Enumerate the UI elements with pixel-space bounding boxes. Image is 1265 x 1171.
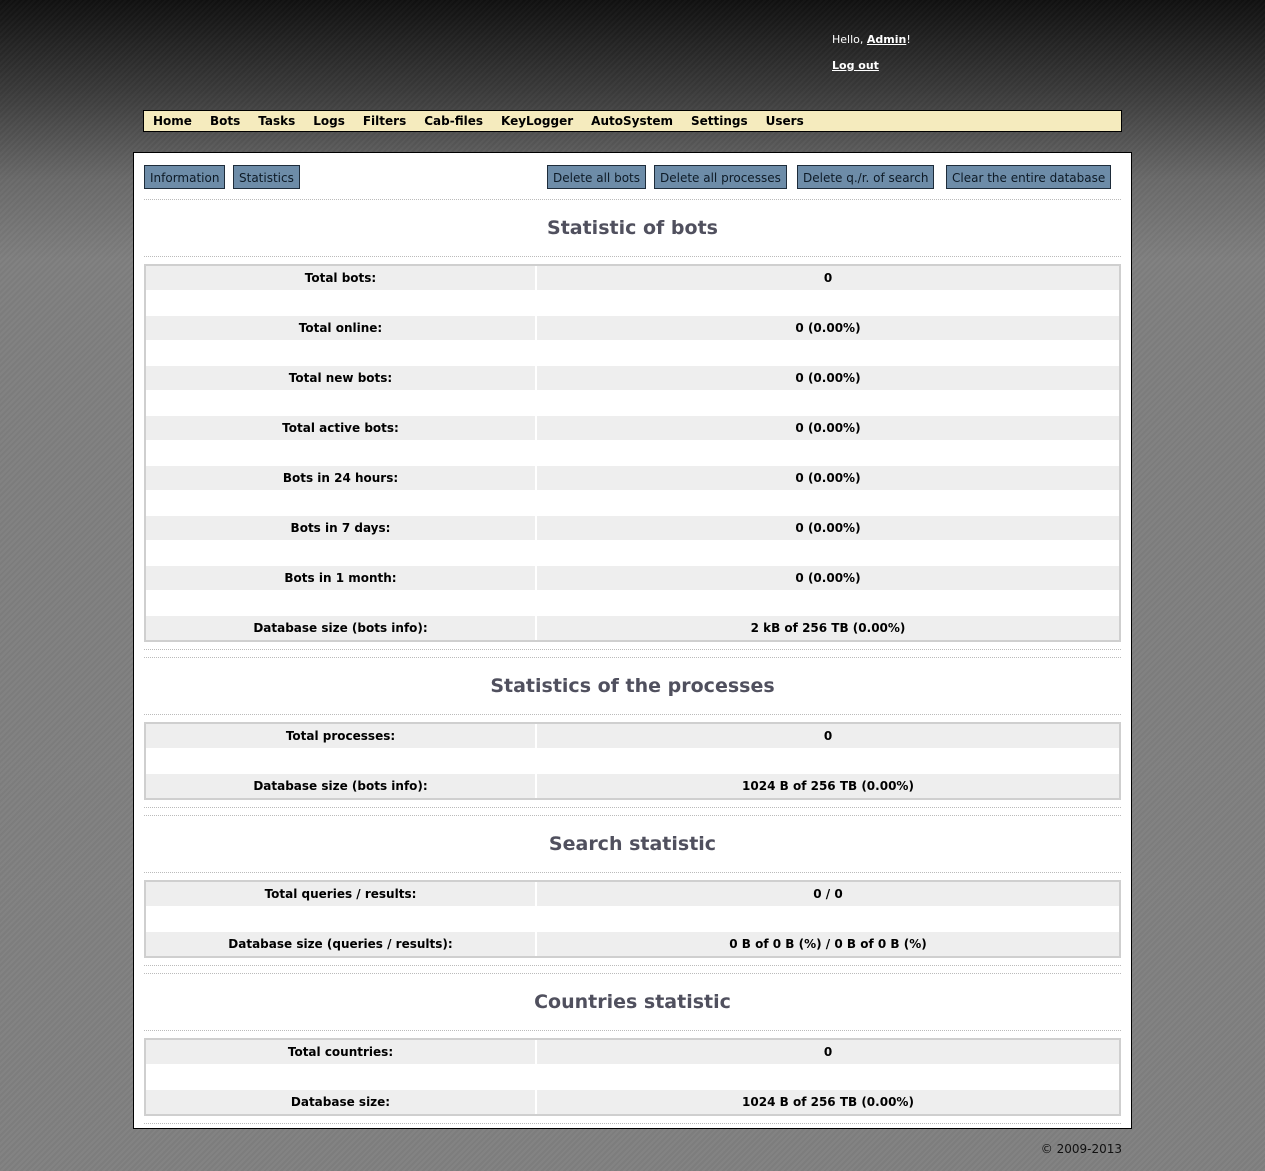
table-row bbox=[146, 566, 1119, 590]
table-row bbox=[146, 466, 1119, 490]
row-spacer bbox=[146, 540, 1119, 566]
table-row bbox=[146, 616, 1119, 640]
table-row bbox=[146, 882, 1119, 906]
row-label: Total queries / results: bbox=[146, 882, 537, 906]
row-label: Bots in 1 month: bbox=[146, 566, 537, 590]
section-title: Countries statistic bbox=[534, 991, 731, 1013]
stats-table bbox=[144, 722, 1121, 800]
clear-database-button[interactable]: Clear the entire database bbox=[946, 165, 1111, 189]
toolbar bbox=[144, 165, 1121, 191]
row-value: 0 bbox=[823, 729, 833, 743]
row-label: Database size (bots info): bbox=[146, 616, 537, 640]
delete-all-processes-button[interactable]: Delete all processes bbox=[654, 165, 787, 189]
row-spacer bbox=[146, 490, 1119, 516]
table-row bbox=[146, 1040, 1119, 1064]
table-row bbox=[146, 774, 1119, 798]
row-value: 0 (0.00%) bbox=[795, 371, 861, 385]
row-value: 1024 B of 256 TB (0.00%) bbox=[742, 1095, 914, 1109]
table-row bbox=[146, 932, 1119, 956]
main-panel bbox=[133, 152, 1132, 1129]
row-value: 0 (0.00%) bbox=[795, 571, 861, 585]
nav-logs[interactable]: Logs bbox=[313, 114, 345, 128]
table-row bbox=[146, 724, 1119, 748]
row-label: Bots in 7 days: bbox=[146, 516, 537, 540]
divider bbox=[144, 965, 1121, 966]
row-value: 0 / 0 bbox=[813, 887, 843, 901]
statistics-button[interactable]: Statistics bbox=[233, 165, 300, 189]
nav-cab-files[interactable]: Cab-files bbox=[424, 114, 483, 128]
table-row bbox=[146, 266, 1119, 290]
row-label: Database size (bots info): bbox=[146, 774, 537, 798]
nav-settings[interactable]: Settings bbox=[690, 114, 748, 128]
row-value: 0 B of 0 B (%) / 0 B of 0 B (%) bbox=[729, 937, 927, 951]
row-value: 0 (0.00%) bbox=[795, 321, 861, 335]
row-label: Bots in 24 hours: bbox=[146, 466, 537, 490]
row-value: 0 (0.00%) bbox=[795, 421, 861, 435]
divider bbox=[144, 807, 1121, 808]
row-value: 0 (0.00%) bbox=[795, 521, 861, 535]
row-spacer bbox=[146, 906, 1119, 932]
row-spacer bbox=[146, 590, 1119, 616]
row-label: Database size: bbox=[146, 1090, 537, 1114]
row-spacer bbox=[146, 340, 1119, 366]
divider bbox=[144, 872, 1121, 873]
nav-autosystem[interactable]: AutoSystem bbox=[591, 114, 673, 128]
row-label: Total processes: bbox=[146, 724, 537, 748]
delete-all-bots-button[interactable]: Delete all bots bbox=[547, 165, 646, 189]
row-label: Total online: bbox=[146, 316, 537, 340]
row-label: Total countries: bbox=[146, 1040, 537, 1064]
divider bbox=[144, 256, 1121, 257]
row-spacer bbox=[146, 440, 1119, 466]
nav-home[interactable]: Home bbox=[153, 114, 192, 128]
row-spacer bbox=[146, 390, 1119, 416]
divider bbox=[144, 649, 1121, 650]
table-row bbox=[146, 1090, 1119, 1114]
stats-table bbox=[144, 1038, 1121, 1116]
admin-user-link[interactable]: Admin bbox=[866, 33, 907, 46]
statistics-content bbox=[144, 199, 1121, 1124]
stats-table bbox=[144, 880, 1121, 958]
copyright: © 2009-2013 bbox=[1040, 1142, 1122, 1156]
section-title: Statistics of the processes bbox=[490, 675, 775, 697]
section-title: Statistic of bots bbox=[547, 217, 718, 239]
nav-bots[interactable]: Bots bbox=[209, 114, 241, 128]
row-spacer bbox=[146, 290, 1119, 316]
section-title: Search statistic bbox=[548, 833, 717, 855]
nav-tasks[interactable]: Tasks bbox=[258, 114, 296, 128]
nav-users[interactable]: Users bbox=[765, 114, 804, 128]
row-value: 1024 B of 256 TB (0.00%) bbox=[742, 779, 914, 793]
information-button[interactable]: Information bbox=[144, 165, 225, 189]
row-label: Total bots: bbox=[146, 266, 537, 290]
row-value: 0 bbox=[823, 1045, 833, 1059]
divider bbox=[144, 1123, 1121, 1124]
nav-filters[interactable]: Filters bbox=[362, 114, 407, 128]
row-value: 0 (0.00%) bbox=[795, 471, 861, 485]
logout-link[interactable]: Log out bbox=[832, 59, 879, 72]
main-nav bbox=[143, 110, 1122, 132]
table-row bbox=[146, 516, 1119, 540]
greeting: Hello, Admin! bbox=[832, 33, 911, 46]
stats-table bbox=[144, 264, 1121, 642]
delete-search-button[interactable]: Delete q./r. of search bbox=[797, 165, 934, 189]
row-label: Total new bots: bbox=[146, 366, 537, 390]
divider bbox=[144, 714, 1121, 715]
table-row bbox=[146, 366, 1119, 390]
table-row bbox=[146, 316, 1119, 340]
row-value: 2 kB of 256 TB (0.00%) bbox=[750, 621, 906, 635]
row-spacer bbox=[146, 748, 1119, 774]
row-value: 0 bbox=[823, 271, 833, 285]
row-label: Database size (queries / results): bbox=[146, 932, 537, 956]
table-row bbox=[146, 416, 1119, 440]
divider bbox=[144, 1030, 1121, 1031]
row-label: Total active bots: bbox=[146, 416, 537, 440]
row-spacer bbox=[146, 1064, 1119, 1090]
nav-keylogger[interactable]: KeyLogger bbox=[500, 114, 574, 128]
